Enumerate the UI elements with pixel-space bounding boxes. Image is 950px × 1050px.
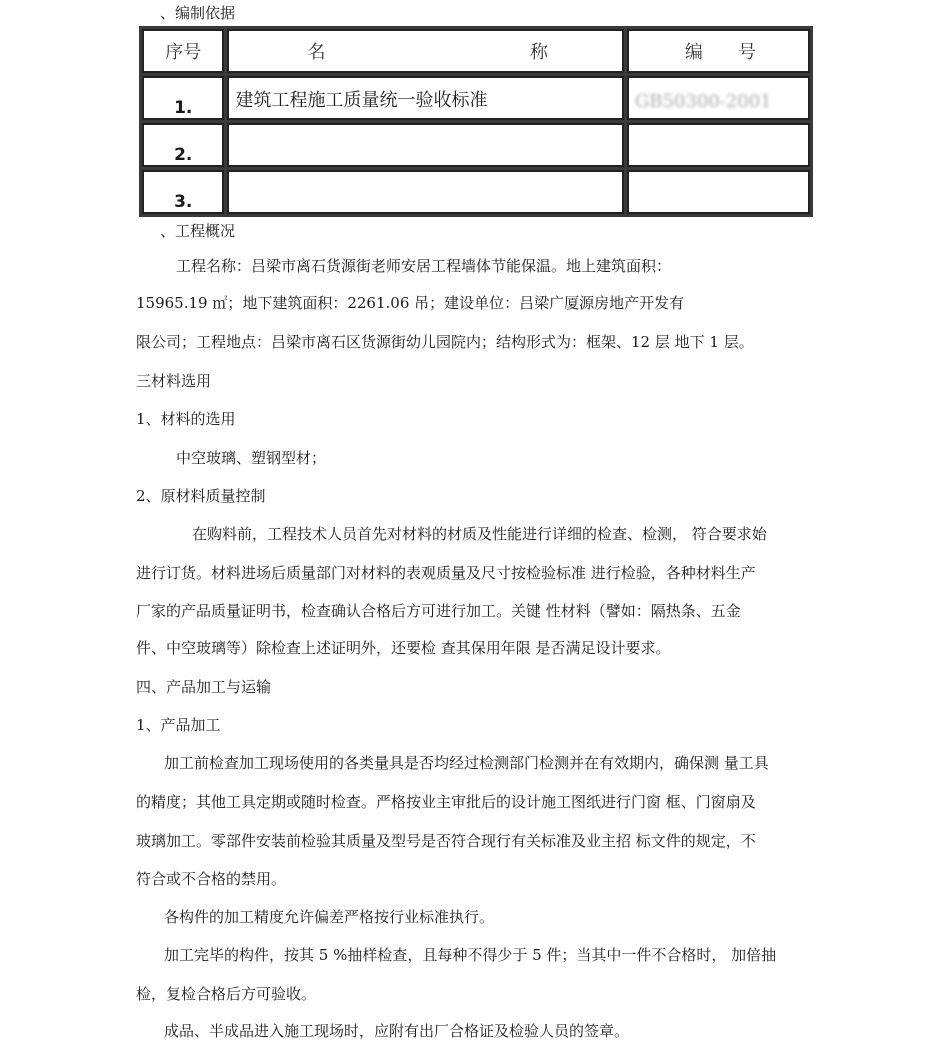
quality-paragraph-line-3: 厂家的产品质量证明书，检查确认合格后方可进行加工。关键 性材料（譬如：隔热条、五金: [136, 602, 741, 620]
overview-line-3: 限公司；工程地点：吕梁市离石区货源街幼儿园院内；结构形式为：框架、12 层 地下 1 层。: [136, 333, 754, 351]
table-row: [142, 170, 810, 214]
header-code-a: 编: [684, 42, 703, 63]
materials-text-1: 中空玻璃、塑钢型材；: [176, 449, 327, 467]
row-number: 3.: [142, 170, 224, 214]
processing-paragraph-line-8: 成品、半成品进入施工现场时，应附有出厂合格证及检验人员的签章。: [164, 1022, 630, 1040]
row-code: GB50300-2001: [627, 76, 810, 120]
table-row: [142, 76, 810, 120]
overview-line-2: 15965.19 ㎡；地下建筑面积：2261.06 吊；建设单位：吕梁广厦源房地产开发有: [136, 294, 685, 312]
processing-paragraph-line-2: 的精度；其他工具定期或随时检查。严格按业主审批后的设计施工图纸进行门窗 框、门窗扇及: [136, 793, 756, 811]
header-code-b: 号: [738, 42, 756, 63]
row-name: [227, 123, 623, 167]
quality-paragraph-line-1: 在购料前，工程技术人员首先对材料的材质及性能进行详细的检查、检测， 符合要求始: [192, 525, 767, 543]
quality-paragraph-line-4: 件、中空玻璃等）除检查上述证明外，还要检 查其保用年限 是否满足设计要求。: [136, 639, 671, 657]
processing-paragraph-line-3: 玻璃加工。零部件安装前检验其质量及型号是否符合现行有关标准及业主招 标文件的规定，不: [136, 832, 756, 850]
standards-table: [139, 26, 813, 217]
materials-heading: 三材料选用: [136, 372, 212, 390]
row-code: [627, 123, 810, 167]
header-code: [627, 29, 810, 73]
header-name-b: 称: [529, 42, 548, 63]
row-name: [227, 170, 623, 214]
materials-subheading-1: 1、材料的选用: [136, 410, 236, 428]
processing-paragraph-line-4: 符合或不合格的禁用。: [136, 870, 287, 888]
processing-paragraph-line-7: 检，复检合格后方可验收。: [136, 985, 317, 1003]
header-number: 序号: [142, 29, 224, 73]
processing-paragraph-line-5: 各构件的加工精度允许偏差严格按行业标准执行。: [164, 908, 495, 926]
table-row: [142, 123, 810, 167]
overview-heading: 、工程概况: [160, 222, 236, 240]
header-name-a: 名: [307, 42, 326, 63]
row-number: 2.: [142, 123, 224, 167]
row-number: 1.: [142, 76, 224, 120]
processing-paragraph-line-1: 加工前检查加工现场使用的各类量具是否均经过检测部门检测并在有效期内，确保测 量工具: [164, 754, 769, 772]
table-header-row: [142, 29, 810, 73]
processing-paragraph-line-6: 加工完毕的构件，按其 5 %抽样检查，且每种不得少于 5 件；当其中一件不合格时， 加倍抽: [164, 946, 777, 964]
processing-subheading-1: 1、产品加工: [136, 716, 221, 734]
row-code: [627, 170, 810, 214]
processing-heading: 四、产品加工与运输: [136, 678, 272, 696]
materials-subheading-2: 2、原材料质量控制: [136, 487, 266, 505]
row-name: 建筑工程施工质量统一验收标准: [227, 76, 623, 120]
basis-heading: 、编制依据: [160, 4, 236, 22]
header-name: [227, 29, 623, 73]
quality-paragraph-line-2: 进行订货。材料进场后质量部门对材料的表观质量及尺寸按检验标准 进行检验，各种材料生产: [136, 564, 756, 582]
overview-line-1: 工程名称：吕梁市离石货源街老师安居工程墙体节能保温。地上建筑面积：: [176, 257, 672, 275]
